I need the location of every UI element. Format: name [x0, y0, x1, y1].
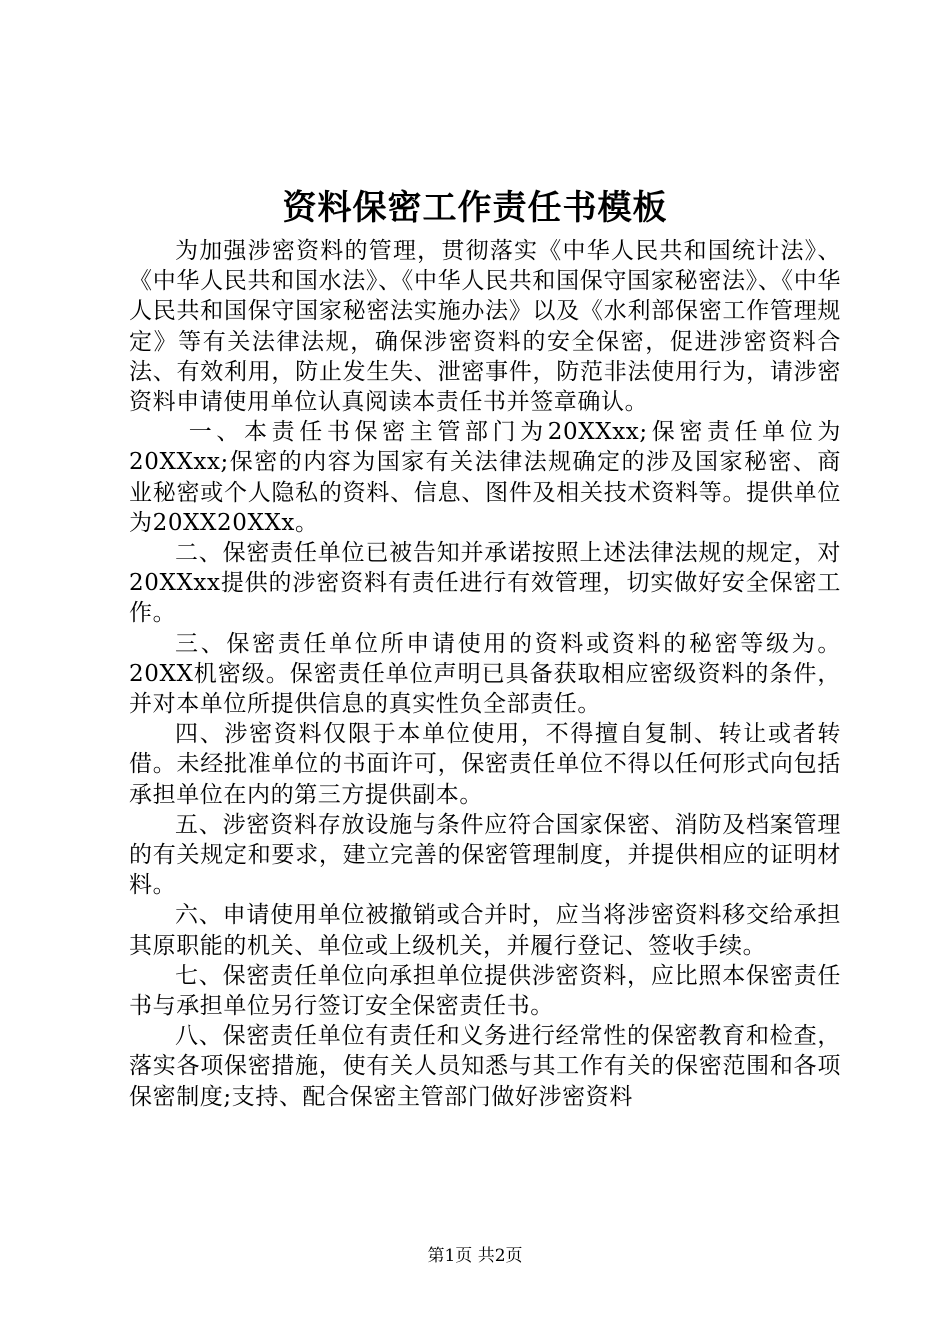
paragraph-clause-5: 五、涉密资料存放设施与条件应符合国家保密、消防及档案管理的有关规定和要求，建立完善的保密管理制度，并提供相应的证明材料。 — [129, 811, 841, 899]
document-title: 资料保密工作责任书模板 — [282, 188, 668, 228]
paragraph-clause-8: 八、保密责任单位有责任和义务进行经常性的保密教育和检查，落实各项保密措施，使有关人员知悉与其工作有关的保密范围和各项保密制度;支持、配合保密主管部门做好涉密资料 — [129, 1023, 841, 1110]
paragraph-intro: 为加强涉密资料的管理，贯彻落实《中华人民共和国统计法》、《中华人民共和国水法》、《中华人民共和国保守国家秘密法》、《中华人民共和国保守国家秘密法实施办法》以及《水利部保密工作管理规定》等有关法律法规，确保涉密资料的安全保密，促进涉密资料合法、有效利用，防止发生失、泄密事件，防范非法使用行为，请涉密资料申请使用单位认真阅读本责任书并签章确认。 — [129, 238, 841, 416]
paragraph-clause-1: 一、本责任书保密主管部门为20XXxx;保密责任单位为20XXxx;保密的内容为国家有关法律法规确定的涉及国家秘密、商业秘密或个人隐私的资料、信息、图件及相关技术资料等。提供单位为20XX20XXx。 — [129, 419, 841, 536]
paragraph-clause-6: 六、申请使用单位被撤销或合并时，应当将涉密资料移交给承担其原职能的机关、单位或上级机关，并履行登记、签收手续。 — [129, 902, 841, 959]
paragraph-clause-2: 二、保密责任单位已被告知并承诺按照上述法律法规的规定，对20XXxx提供的涉密资料有责任进行有效管理，切实做好安全保密工作。 — [129, 540, 841, 627]
paragraph-clause-4: 四、涉密资料仅限于本单位使用，不得擅自复制、转让或者转借。未经批准单位的书面许可，保密责任单位不得以任何形式向包括承担单位在内的第三方提供副本。 — [129, 721, 841, 808]
paragraph-clause-3: 三、保密责任单位所申请使用的资料或资料的秘密等级为。20XX机密级。保密责任单位声明已具备获取相应密级资料的条件，并对本单位所提供信息的真实性负全部责任。 — [129, 630, 841, 718]
page-footer: 第1页 共2页 — [427, 1246, 523, 1266]
paragraph-clause-7: 七、保密责任单位向承担单位提供涉密资料，应比照本保密责任书与承担单位另行签订安全保密责任书。 — [129, 962, 841, 1020]
document-body — [129, 236, 841, 1112]
